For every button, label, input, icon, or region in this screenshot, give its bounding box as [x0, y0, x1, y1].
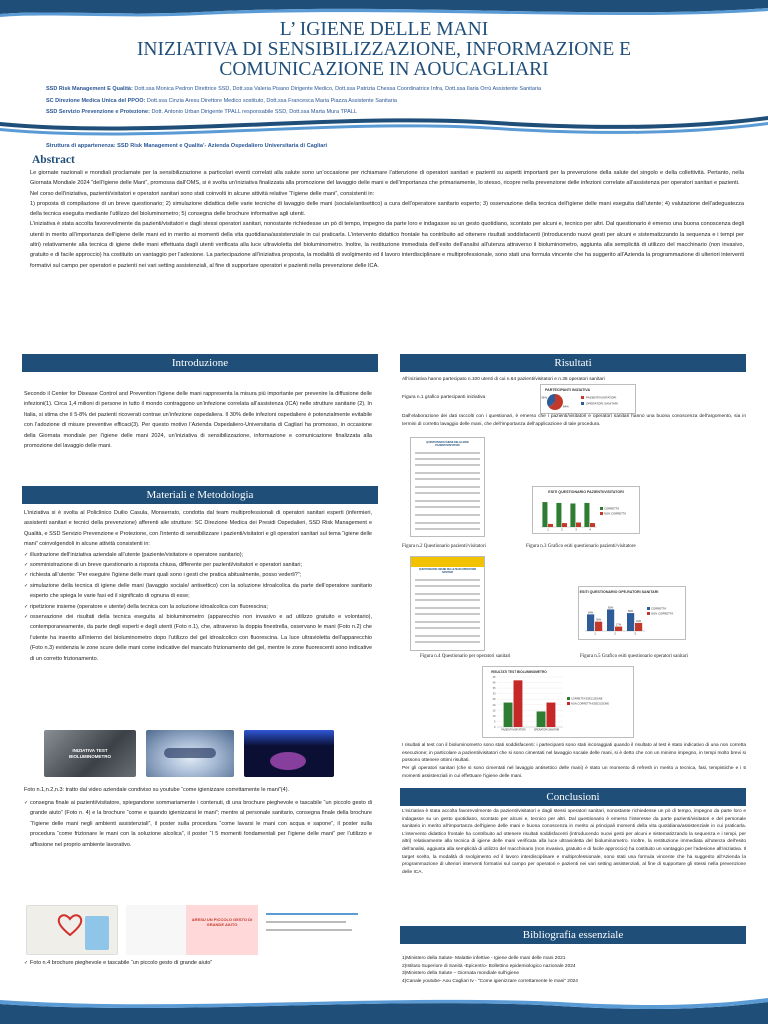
y-tick-label: 15: [492, 709, 496, 713]
x-tick-label: 1: [547, 527, 549, 532]
x-tick-label: 3: [575, 527, 577, 532]
legend-label: NON CORRETTA: [604, 511, 627, 516]
list-item: ✓ richiesta all’utente: “Per eseguire l’igiene delle mani quali sono i gesti che pratica abitualmente, posso vederli?”;: [24, 570, 372, 580]
photo-hand: [85, 916, 109, 950]
foto4-caption-list: [24, 958, 372, 968]
bibliografia-item: 1)Ministero della Salute- Malattie infettive - Igiene delle mani delle mani 2021: [402, 956, 566, 961]
x-tick-label: 3: [634, 631, 636, 636]
legend-swatch: [567, 702, 570, 705]
doc-line: [415, 472, 480, 474]
bar-data-label: 83%: [607, 606, 614, 610]
doc-line: [415, 528, 480, 530]
chart-title: ESITI QUESTIONARIO PAZIENTI/VISITATORI: [548, 490, 624, 494]
chart-title: RISULTATI TEST BIOLUMINOMETRO: [491, 670, 547, 674]
affiliation: Struttura di appartenenza: SSD Risk Management e Qualita’- Azienda Ospedaliero Universitaria di Cagliari: [46, 143, 328, 149]
bar: [635, 623, 642, 631]
foto4-caption: [24, 958, 372, 968]
photo-uv-hands: [244, 730, 334, 777]
bar-data-label: 64%: [587, 611, 594, 615]
bar-data-label: 17%: [615, 623, 622, 627]
y-tick-label: 45: [492, 676, 496, 679]
brochure-line: [266, 929, 352, 931]
doc-line: [415, 522, 480, 524]
photo-window: [146, 730, 234, 777]
list-item: ✓ ripetizione insieme (operatore e utente) della tecnica con la soluzione idroalcolica con fluorescina;: [24, 602, 372, 612]
chart-esiti-pazienti: [532, 486, 640, 534]
photo-window-slot: [164, 748, 216, 758]
materiali-body-2: [24, 798, 372, 850]
pie-data-label: 64%: [562, 404, 569, 409]
doc-title: QUESTIONARIO IGIENE DELLE MANI PAZIENTI/VISITATORI: [426, 441, 469, 447]
bibliografia-item: 4)Canale youtube- Aou Cagliari tv - “Come igienizzare correttamente le mani” 2024: [402, 978, 578, 984]
bar: [514, 680, 523, 727]
doc-line: [415, 641, 480, 643]
chart-esiti-pazienti-svg: [533, 487, 639, 533]
bar: [537, 711, 546, 727]
photo-uv-light: [244, 730, 334, 746]
abstract-paragraph: Le giornate nazionali e mondiali proclamate per la sensibilizzazione a particolari eventi correlati alla salute sono un’occasione per richiamare l’attenzione di operatori sanitari e pazienti su aspetti importanti per la prevenzione della salute del singolo e della collettività. Pertanto, nella Giornata Mondiale 2024 “dell’Igiene delle Mani”, promossa dall’OMS, si è svolta un’iniziativa finalizzata alla promozione del lavaggio delle mani e dell’importanza che primariamente, lo stesso, ricopre nella prevenzione delle infezioni correlate all’assistenza per operatori sanitari e pazienti.: [30, 170, 744, 187]
chart-test-bioluminometro-svg: [483, 667, 633, 737]
x-tick-label: PAZIENTI/VISITATORI: [501, 728, 526, 732]
author-unit: SSD Risk Management E Qualità:: [46, 86, 133, 92]
list-item: ✓ osservazione dei risultati della tecnica eseguita al bioluminometro (apparecchio non invasivo e ad utilizzo gratuito e volontario), contemporaneamente, da parte degli esperti e degli utenti (Foto n.1), che, attraverso la doppia finestrella, osservano le mani (Foto n.2) che l’utente ha inserito all’interno del bioluminometro dopo l’utilizzo del gel idroalcolico con fluorescina. La luce ultravioletta dell’apparecchio (Foto n.3) evidenzia le zone scure delle mani come indicative del mancato frizionamento del gel, mentre le zone fluorescenti sono indicative di un corretto frizionamento.: [24, 612, 372, 664]
risultati-p4: Per gli operatori sanitari (che si sono cimentati nel lavaggio antisettico delle mani) è stato un momento di refresh in merito a tecnica, fasi, tempistiche e i 5 momenti assistenziali in cui effettuare l’igiene delle mani.: [402, 766, 746, 779]
questionario-pazienti-thumb: [410, 437, 485, 537]
legend-swatch: [581, 402, 584, 405]
legend-label: NON CORRETTA: [651, 611, 674, 616]
bottom-wave-decoration: [0, 996, 768, 1024]
bibliografia-header: Bibliografia essenziale: [400, 926, 746, 944]
doc-line: [415, 452, 480, 454]
photo-bioluminometer-team: [44, 730, 136, 777]
brochure-line: [266, 913, 358, 915]
y-tick-label: 10: [492, 714, 496, 718]
pie-data-label: 36%: [541, 395, 548, 400]
chart-title: PARTECIPANTI INIZIATIVA: [545, 388, 591, 392]
y-tick-label: 5: [494, 720, 496, 724]
brochure-line: [266, 921, 346, 923]
doc-header-band: [411, 557, 484, 567]
bar: [562, 523, 567, 527]
doc-line: [415, 500, 480, 502]
brochure-panel: [186, 905, 258, 955]
legend-label: PAZIENTI/VISITATORI: [586, 395, 617, 400]
fig1-caption: Figura n.1 grafico partecipanti iniziativa: [402, 395, 486, 400]
bar-data-label: 36%: [595, 618, 602, 622]
x-tick-label: 1: [594, 631, 596, 636]
chart-partecipanti-svg: [541, 385, 635, 413]
heart-icon: [57, 914, 83, 936]
fig3-caption: Figura n.3 Grafico esiti questionario pazienti/visitatore: [526, 544, 636, 549]
x-tick-label: 4: [589, 527, 591, 532]
doc-line: [415, 599, 480, 601]
fig2-caption: Figura n.2 Questionario pazienti/visitatori: [402, 544, 486, 549]
y-tick-label: 35: [492, 687, 496, 691]
bar: [584, 503, 589, 527]
legend-swatch: [647, 612, 650, 615]
bar-data-label: 31%: [635, 619, 642, 623]
author-names: Dott.ssa Monica Pedron Direttrice SSD, Dott.ssa Valeria Pisano Dirigente Medico, Dott.ssa Patrizia Chessa Coordinatrice Infra, Dott.ssa Ilaria Orrù Assistente Sanitaria: [132, 86, 542, 92]
fig5-caption: Figura n.5 Grafico esiti questionario operatori sanitari: [580, 654, 688, 659]
conclusioni-text: L’iniziativa è stata accolta favorevolmente da pazienti/visitatori e dagli stessi operatori sanitari, nonostante richiedesse un pò di tempo, impegno da parte loro e indagasse su un gesto quotidiano, scontato per alcuni e, tecnico per altri. Dal questionario è emerso l’interesse da parte pazienti/visitatori e del personale sanitario in merito all’importanza dell’igiene delle mani e buona conoscenza in merito ai principali momenti della vita quotidiana/assistenziale in cui praticarla. L’intervento didattico frontale ha contribuito ad ottenere risultati soddisfacenti (introducendo nuovi gesti per alcuni e sistematizzando la sequenza e i tempi, per altri) relativamente alla tecnica di igiene delle mani verificata alla luce ultravioletta del bioluminometro. Inoltre, la restituzione immediata all’utenza dell’esito dell’analisi, aggiunta alla semplicità di utilizzo del macchinario (non invasivo, gratuito e di facile approccio) ha costituito un vantaggio per l’adesione all’iniziativa. Il target scelto, la modalità di svolgimento ed il lavoro interdisciplinare e multiprofessionale, sono stati una formula vincente che ha suggerito all’Azienda la programmazione di ulteriori interventi formativi sul campo per operatori e pazienti nei vari setting assistenziali, al fine di supportare gli stessi nella prevenzione delle ICA.: [402, 809, 746, 875]
doc-line: [415, 607, 480, 609]
list-item: ✓ consegna finale ai pazienti/visitatore, spiegandone sommariamente i contenuti, di una brochure pieghevole e tascabile “un piccolo gesto di grande aiuto” (Foto n. 4) e la brochure “come e quando igienizzarsi le mani”; mentre al personale sanitario, consegna finale della brochure “l’igiene delle mani negli ambienti assistenziali”, il poster sulla procedura “come lavarsi le mani con acqua e sapone”, il poster sulla procedura “come frizionare le mani con la soluzione alcolica”, il poster “I 5 momenti fondamentali per l’igiene delle mani” per l’utilizzo e affissione nel proprio ambiente lavorativo.: [24, 798, 372, 850]
materiali-body: [24, 508, 372, 664]
doc-line: [415, 621, 480, 623]
bar: [547, 703, 556, 727]
photo-overlay-text: INIZIATIVA TEST BIOLUMINOMETRO: [69, 748, 111, 759]
abstract-body: [30, 168, 744, 271]
y-tick-label: 30: [492, 692, 496, 696]
bibliografia-list: [402, 955, 746, 985]
bar: [595, 622, 602, 631]
y-tick-label: 25: [492, 698, 496, 702]
y-tick-label: 20: [492, 703, 496, 707]
bar: [615, 627, 622, 631]
list-item: ✓ illustrazione dell’iniziativa aziendale all’utente (paziente/visitatore e operatore sanitario);: [24, 550, 372, 560]
introduzione-header: Introduzione: [22, 354, 378, 372]
doc-line: [415, 506, 480, 508]
doc-line: [415, 464, 480, 466]
x-tick-label: 2: [561, 527, 563, 532]
doc-line: [415, 458, 480, 460]
title-line-3: COMUNICAZIONE IN AOUCAGLIARI: [219, 59, 549, 80]
doc-line: [415, 579, 480, 581]
brochure-panel: [126, 905, 186, 955]
legend-swatch: [600, 507, 603, 510]
chart-test-bioluminometro: [482, 666, 634, 738]
risultati-p3: I risultati al test con il bioluminometro sono stati soddisfacenti: i partecipanti sono stati incoraggiati quando il risultato al test è stato indicativo di una non corretta esecuzione; in particolare a pazienti/visitatori che si sono cimentati nel lavaggio sociale delle mani, si è detto che con un minimo impegno, in tempi molto brevi si possono ottenere ottimi risultati.: [402, 743, 746, 764]
bar: [627, 613, 634, 631]
legend-swatch: [581, 396, 584, 399]
bar: [587, 614, 594, 631]
author-line: [46, 96, 746, 108]
conclusioni-header: Conclusioni: [400, 788, 746, 806]
doc-line: [415, 478, 480, 480]
chart-esiti-operatori-svg: [579, 587, 685, 639]
bar-data-label: 69%: [627, 610, 634, 614]
photo-brochure-hand: [26, 905, 118, 955]
foto4-caption-text: ✓ Foto n.4 brochure pieghevole e tascabile “un piccolo gesto di grande aiuto”: [24, 958, 372, 968]
bar: [590, 523, 595, 527]
list-item: ✓ simulazione della tecnica di igiene delle mani (lavaggio sociale/ antisettico) con la soluzione idroalcolica da parte dell’operatore sanitario esperto che spiega le varie fasi ed il significato di ognuna di esse;: [24, 581, 372, 602]
top-wave-decoration: [0, 0, 768, 20]
photo-brochure-open: [126, 905, 366, 955]
doc-line: [415, 627, 480, 629]
list-item: ✓ somministrazione di un breve questionario a risposta chiusa, differente per pazienti/visitatori e operatori sanitari;: [24, 560, 372, 570]
legend-label: OPERATORI SANITARI: [586, 401, 618, 406]
doc-line: [415, 585, 480, 587]
legend-swatch: [567, 697, 570, 700]
doc-line: [415, 514, 480, 516]
risultati-p1: All’iniziativa hanno partecipato n.100 utenti di cui n.64 pazienti/visitatori e n.36 operatori sanitari: [402, 377, 605, 382]
bar: [542, 502, 547, 527]
bar: [576, 523, 581, 527]
chart-esiti-operatori: [578, 586, 686, 640]
brochure-text: ARESU UN PICCOLO GESTO DI GRANDE AIUTO: [191, 917, 253, 927]
materiali-header: Materiali e Metodologia: [22, 486, 378, 504]
y-tick-label: 40: [492, 681, 496, 685]
questionario-operatori-thumb: [410, 556, 485, 651]
doc-title: QUESTIONARIO IGIENE DELLE MANI OPERATORI SANITARI: [418, 568, 477, 574]
legend-label: CORRETTA ESECUZIONE: [571, 697, 603, 701]
poster-title: [60, 20, 708, 80]
abstract-paragraph: L’iniziativa è stata accolta favorevolmente da pazienti/visitatori e dagli stessi operatori sanitari, nonostante richiedesse un pò di tempo, impegno da parte loro e indagasse su un gesto quotidiano, scontato per alcuni e, tecnico per altri. Dal questionario è emerso una buona conoscenza degli utenti in merito all’importanza dell’igiene delle mani ed in merito ai momenti della vita quotidiana/assistenziale in cui praticarla. L’intervento didattico frontale ha contribuito ad ottenere risultati soddisfacenti (introducendo nuovi gesti per alcuni e sistematizzando la sequenza e i tempi per altri) relativamente alla tecnica di igiene delle mani effettuata dagli utenti verificata alla luce ultravioletta del bioluminometro. Inoltre, la restituzione immediata dell’esito dell’analisi all’utenza attraverso il bioluminometro, aggiunta alla semplicità di utilizzo del macchinario (non invasivo, gratuito e di facile approccio) ha costituito un vantaggio per l’adesione. La partecipazione all’iniziativa proposta, la modalità di svolgimento ed il lavoro interdisciplinare e multiprofessionale, sono stati una formula vincente che ha suggerito all’Azienda la programmazione di ulteriori interventi formativi sul campo per operatori e pazienti nei vari setting assistenziali, al fine di supportare operatori e pazienti nella prevenzione delle ICA.: [30, 221, 744, 269]
fig4-caption: Figura n.4 Questionario per operatori sanitari: [420, 654, 511, 659]
author-line: [46, 84, 746, 96]
photo-caption: Foto n.1,n.2,n.3: tratto dal video aziendale condiviso su youtube “come igienizzare correttamente le mani”(4).: [24, 787, 290, 793]
legend-swatch: [600, 512, 603, 515]
bibliografia-item: 3)Ministero della Salute – Giornata mondiale sull’igiene: [402, 971, 520, 977]
photo-uv-hand: [270, 752, 306, 770]
materiali-list: [24, 550, 372, 664]
abstract-paragraph: 1) proposta di compilazione di un breve questionario; 2) simulazione didattica delle varie tecniche di lavaggio delle mani (sociale/antisettico) a cura dell’operatore sanitario esperto; 3) osservazione della tecnica dell’igiene delle mani eseguita dall’utente; 4) valutazione dell’adeguatezza della tecnica eseguita mediante l’utilizzo del bioluminometro; 5) consegna delle brochure informative agli utenti.: [30, 200, 744, 218]
legend-label: CORRETTA: [651, 606, 667, 611]
author-unit: SC Direzione Medica Unica del PPOO:: [46, 97, 146, 104]
introduzione-text: Secondo il Center for Disease Control and Prevention l’igiene delle mani rappresenta la misura più importante per prevenire la diffusione delle infezioni(1). Circa 1,4 milioni di persone in tutto il mondo contraggono un’infezione correlata all’assistenza (ICA) nelle strutture sanitarie (2). In Italia, si stima che il 5-8% dei pazienti ricoverati contrae un’infezione ospedaliera. Il 30% delle infezioni ospedaliere è potenzialmente evitabile con l’adozione di misure preventive efficaci(3). Per questo motivo l’Azienda Ospedaliero-Universitaria di Cagliari ha promosso, in occasione della Giornata mondiale per l’igiene delle mani 2024, un’iniziativa di sensibilizzazione, informazione e comunicazione finalizzata alla promozione del lavaggio delle mani.: [24, 391, 372, 450]
title-line-1: L’ IGIENE DELLE MANI: [279, 19, 489, 40]
chart-partecipanti: [540, 384, 636, 414]
doc-line: [415, 635, 480, 637]
bar: [570, 503, 575, 527]
legend-swatch: [647, 607, 650, 610]
y-tick-label: 0: [494, 726, 496, 729]
doc-line: [415, 593, 480, 595]
x-tick-label: OPERATORI SANITARI: [533, 728, 560, 732]
author-unit: SSD Servizio Prevenzione e Protezione:: [46, 109, 150, 115]
bar: [556, 503, 561, 527]
materiali-list-2: [24, 798, 372, 850]
title-line-2: INIZIATIVA DI SENSIBILIZZAZIONE, INFORMAZIONE E: [136, 39, 632, 60]
bar: [607, 609, 614, 631]
x-tick-label: 2: [614, 631, 616, 636]
legend-label: NON CORRETTA ESECUZIONE: [571, 702, 609, 706]
author-names: Dott. Antonio Urban Dirigente TPALL responsabile SSD, Dott.ssa Marta Mura TPALL: [149, 109, 357, 115]
risultati-p2: Dall’elaborazione dei dati raccolti con i questionari, è emerso che i pazienti/visitatori e operatori sanitari hanno una buona conoscenza dell’argomento, sia in termini di corretto lavaggio delle mani, che dell’importanza dell’applicazione di tale procedura.: [402, 414, 746, 427]
header-wave-decoration: [0, 112, 768, 144]
author-names: Dott.ssa Cinzia Aresu Direttore Medico sostituto, Dott.ssa Francesca Maria Piazza Assistente Sanitaria: [145, 97, 397, 104]
bibliografia-item: 2)Istituto Superiore di Sanità -Epicentro- Bollettino epidemiologico nazionale 2024: [402, 963, 576, 969]
legend-label: CORRETTA: [604, 506, 620, 511]
chart-title: ESITI QUESTIONARIO OPE-RATORI SANITARI: [579, 590, 659, 594]
doc-line: [415, 613, 480, 615]
doc-line: [415, 492, 480, 494]
doc-line: [415, 486, 480, 488]
abstract-paragraph: Nel corso dell’iniziativa, pazienti/visitatori e operatori sanitari sono stati coinvolti in alcune attività relative “l’igiene delle mani”, consistenti in:: [30, 190, 375, 197]
bar: [504, 703, 513, 727]
materiali-intro: L’iniziativa si è svolta al Policlinico Duilio Casula, Monserrato, condotta dal team multiprofessionali di operatori sanitari esperti (infermieri, assistenti sanitari e tecnici della prevenzione) afferenti alle strutture: SC Direzione Medica dei Presidi Ospedalieri, SSD Risk Management e Qualità, e SSD Servizio Prevenzione e Protezione, con l’intento di sensibilizzare i pazienti/visitatori e gli operatori sanitari sul tema “igiene delle mani” coinvolgendoli in alcune attività consistenti in:: [24, 510, 372, 548]
abstract-title: Abstract: [32, 154, 75, 166]
risultati-header: Risultati: [400, 354, 746, 372]
